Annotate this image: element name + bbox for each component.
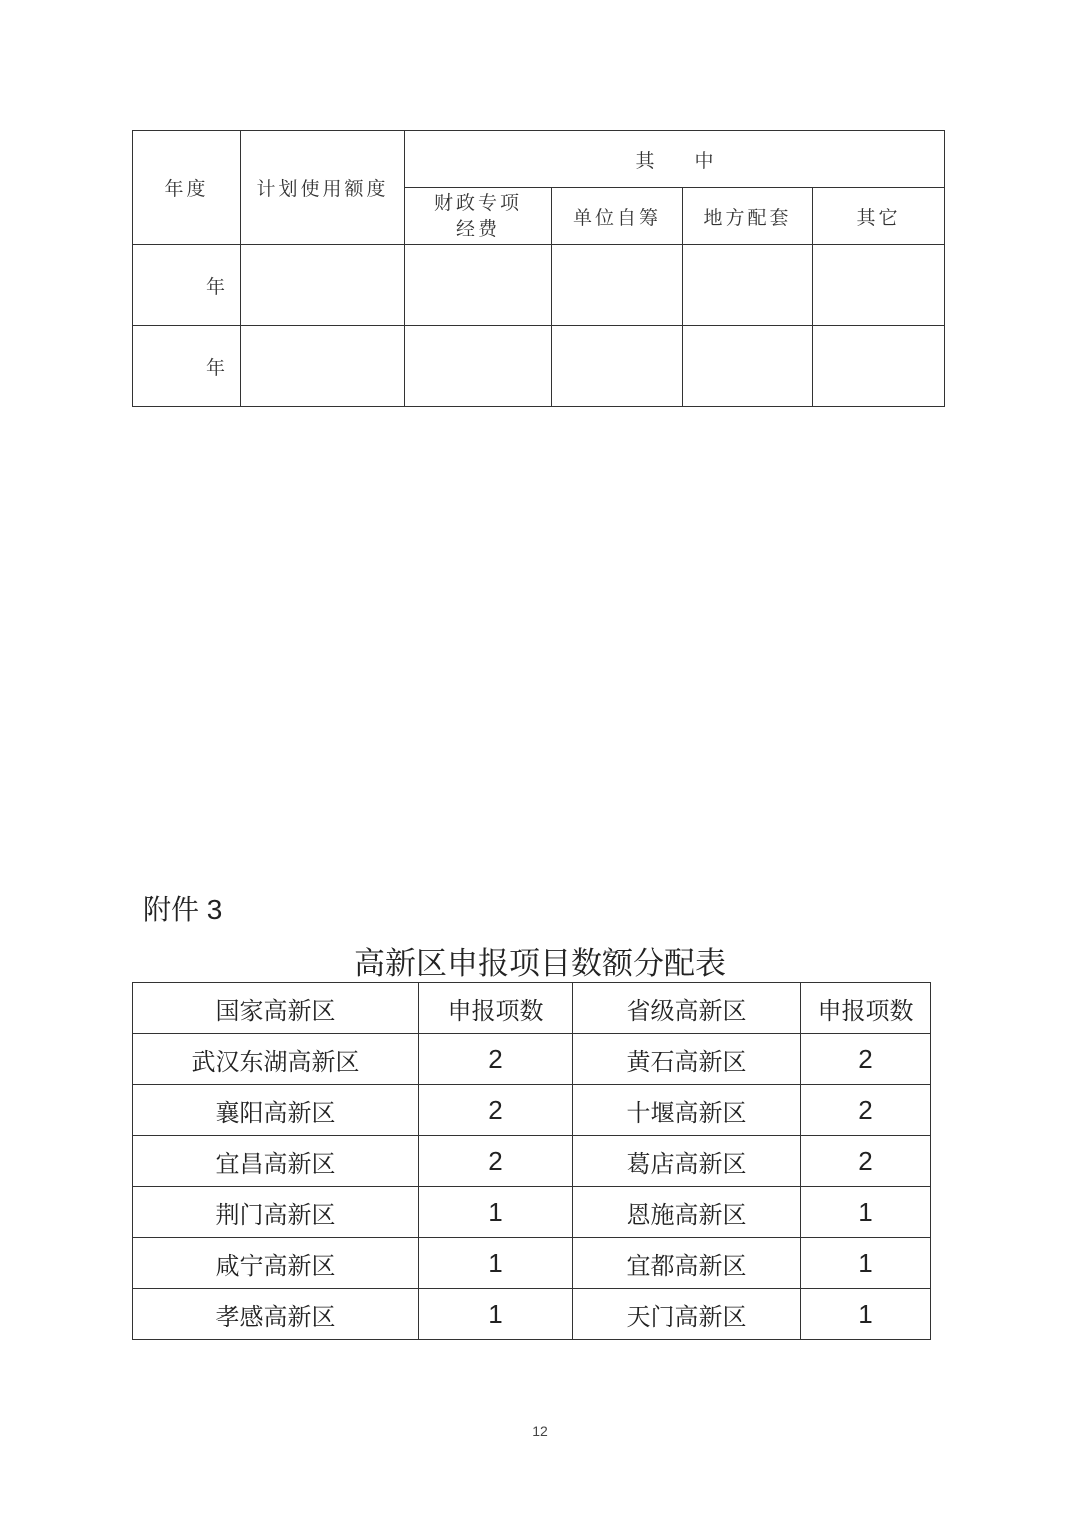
national-count: 1	[419, 1238, 573, 1289]
quota-row	[133, 1238, 931, 1289]
quota-row	[133, 1085, 931, 1136]
budget-cell	[405, 326, 552, 407]
quota-table	[132, 982, 931, 1340]
provincial-zone-name: 黄石高新区	[573, 1034, 801, 1085]
budget-cell	[405, 245, 552, 326]
budget-row	[133, 245, 945, 326]
budget-cell	[241, 326, 405, 407]
page-number: 12	[532, 1423, 548, 1439]
quota-row	[133, 1289, 931, 1340]
quota-header-row	[133, 983, 931, 1034]
header-local-matching: 地方配套	[683, 188, 813, 245]
provincial-count: 2	[801, 1136, 931, 1187]
header-provincial-count: 申报项数	[801, 983, 931, 1034]
national-zone-name: 荆门高新区	[133, 1187, 419, 1238]
budget-cell	[241, 245, 405, 326]
header-fiscal-special-fund	[405, 188, 552, 245]
provincial-zone-name: 十堰高新区	[573, 1085, 801, 1136]
budget-cell	[552, 245, 683, 326]
provincial-count: 1	[801, 1238, 931, 1289]
provincial-zone-name: 葛店高新区	[573, 1136, 801, 1187]
budget-cell	[683, 326, 813, 407]
quota-row	[133, 1187, 931, 1238]
provincial-count: 1	[801, 1289, 931, 1340]
attachment-label: 附件 3	[143, 894, 223, 925]
budget-cell	[813, 326, 945, 407]
header-other: 其它	[813, 188, 945, 245]
provincial-zone-name: 宜都高新区	[573, 1238, 801, 1289]
national-count: 2	[419, 1085, 573, 1136]
budget-cell	[552, 326, 683, 407]
quota-row	[133, 1136, 931, 1187]
provincial-count: 2	[801, 1034, 931, 1085]
header-planned-amount: 计划使用额度	[241, 131, 405, 245]
provincial-count: 1	[801, 1187, 931, 1238]
budget-cell	[813, 245, 945, 326]
national-zone-name: 襄阳高新区	[133, 1085, 419, 1136]
national-zone-name: 宜昌高新区	[133, 1136, 419, 1187]
provincial-zone-name: 天门高新区	[573, 1289, 801, 1340]
header-national-count: 申报项数	[419, 983, 573, 1034]
national-zone-name: 孝感高新区	[133, 1289, 419, 1340]
quota-table-title: 高新区申报项目数额分配表	[354, 946, 726, 982]
header-national-zone: 国家高新区	[133, 983, 419, 1034]
budget-row	[133, 326, 945, 407]
national-count: 1	[419, 1289, 573, 1340]
national-zone-name: 咸宁高新区	[133, 1238, 419, 1289]
header-unit-self-raised: 单位自筹	[552, 188, 683, 245]
provincial-count: 2	[801, 1085, 931, 1136]
budget-cell	[683, 245, 813, 326]
quota-row	[133, 1034, 931, 1085]
header-provincial-zone: 省级高新区	[573, 983, 801, 1034]
national-count: 2	[419, 1136, 573, 1187]
header-of-which-label: 其中	[635, 149, 754, 172]
header-fiscal-line-2: 经费	[455, 218, 500, 240]
national-count: 1	[419, 1187, 573, 1238]
budget-table	[132, 130, 945, 407]
header-of-which	[405, 131, 945, 188]
header-fiscal-line-1: 财政专项	[433, 192, 522, 214]
national-count: 2	[419, 1034, 573, 1085]
budget-year-cell: 年	[133, 245, 241, 326]
provincial-zone-name: 恩施高新区	[573, 1187, 801, 1238]
header-year: 年度	[133, 131, 241, 245]
budget-year-cell: 年	[133, 326, 241, 407]
national-zone-name: 武汉东湖高新区	[133, 1034, 419, 1085]
budget-header-row	[133, 131, 945, 188]
